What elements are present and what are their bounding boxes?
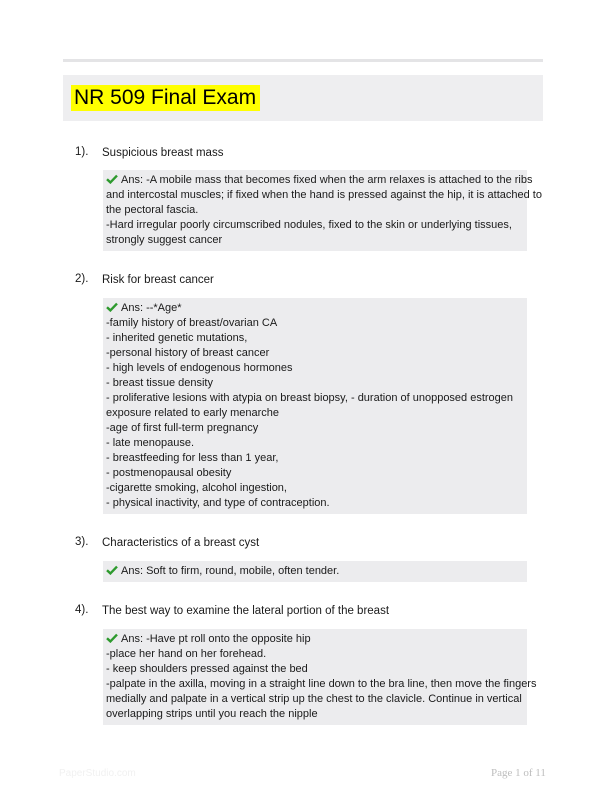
answer-box (103, 561, 527, 582)
check-icon (106, 633, 118, 643)
answer-line: Ans: --*Age* (121, 302, 182, 314)
footer-watermark: PaperStudio.com (59, 768, 136, 779)
answer-line: - inherited genetic mutations, (106, 332, 248, 344)
answer-box (103, 629, 537, 725)
answer-line: - late menopause. (106, 437, 195, 449)
answer-line: medially and palpate in a vertical strip up the chest to the clavicle. Continue in vertical (106, 693, 522, 705)
question-text: Characteristics of a breast cyst (102, 537, 260, 549)
question-number: 4). (75, 604, 89, 616)
answer-line: -palpate in the axilla, moving in a straight line down to the bra line, then move the fingers (106, 678, 537, 690)
answer-line: -place her hand on her forehead. (106, 648, 267, 660)
question-number: 1). (75, 146, 89, 158)
answer-line: overlapping strips until you reach the nipple (106, 708, 318, 720)
answer-line: strongly suggest cancer (106, 234, 223, 246)
check-icon (106, 302, 118, 312)
title-banner (63, 75, 543, 121)
answer-box (103, 170, 542, 251)
answer-line: - keep shoulders pressed against the bed (106, 663, 308, 675)
check-icon (106, 565, 118, 575)
answer-line: - breastfeeding for less than 1 year, (106, 452, 279, 464)
answer-line: -age of first full-term pregnancy (106, 422, 259, 434)
answer-line: - breast tissue density (106, 377, 213, 389)
answer-line: -Hard irregular poorly circumscribed nodules, fixed to the skin or underlying tissues, (106, 219, 512, 231)
answer-line: -personal history of breast cancer (106, 347, 270, 359)
answer-line: - postmenopausal obesity (106, 467, 232, 479)
answer-line: the pectoral fascia. (106, 204, 199, 216)
question-text: The best way to examine the lateral portion of the breast (102, 605, 390, 617)
top-divider (63, 59, 543, 62)
answer-line: and intercostal muscles; if fixed when the hand is pressed against the hip, it is attached to (106, 189, 542, 201)
answer-line: Ans: -A mobile mass that becomes fixed when the arm relaxes is attached to the ribs (121, 174, 533, 186)
question-number: 3). (75, 536, 89, 548)
question-text: Suspicious breast mass (102, 147, 224, 159)
page-number: Page 1 of 11 (491, 767, 546, 779)
answer-line: -family history of breast/ovarian CA (106, 317, 278, 329)
answer-line: -cigarette smoking, alcohol ingestion, (106, 482, 287, 494)
answer-line: - high levels of endogenous hormones (106, 362, 293, 374)
question-text: Risk for breast cancer (102, 274, 214, 286)
answer-line: Ans: -Have pt roll onto the opposite hip (121, 633, 311, 645)
answer-line: - physical inactivity, and type of contraception. (106, 497, 330, 509)
answer-box (103, 298, 527, 514)
check-icon (106, 174, 118, 184)
answer-line: exposure related to early menarche (106, 407, 280, 419)
page-title: NR 509 Final Exam (71, 85, 260, 111)
answer-line: Ans: Soft to firm, round, mobile, often tender. (121, 565, 340, 577)
answer-line: - proliferative lesions with atypia on breast biopsy, - duration of unopposed estrogen (106, 392, 514, 404)
question-number: 2). (75, 273, 89, 285)
